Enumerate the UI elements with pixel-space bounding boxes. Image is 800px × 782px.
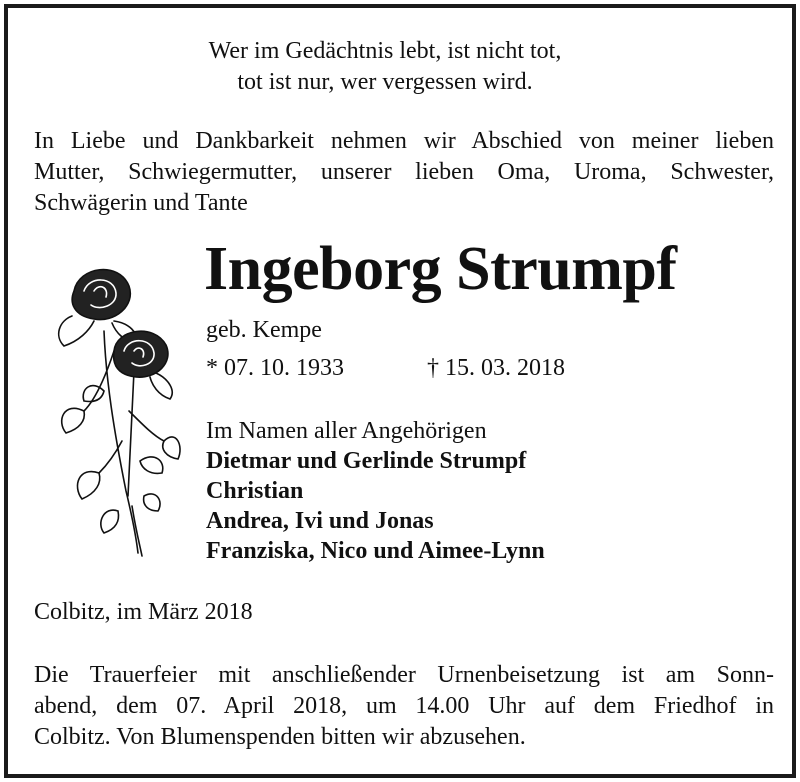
death-date: † 15. 03. 2018 (427, 355, 565, 381)
rose-lower (114, 331, 173, 399)
intro-line: Schwägerin und Tante (34, 190, 248, 216)
motto (8, 36, 792, 98)
mourners-list (206, 416, 545, 566)
motto-line: Wer im Gedächtnis lebt, ist nicht tot, (208, 38, 562, 64)
funeral-notice (34, 660, 774, 753)
motto-line: tot ist nur, wer vergessen wird. (237, 69, 533, 95)
mourner-name: Dietmar und Gerlinde Strumpf (206, 448, 527, 474)
roses-icon (44, 261, 184, 561)
funeral-line: abend, dem 07. April 2018, um 14.00 Uhr auf dem Friedhof in (34, 693, 774, 719)
deceased-name: Ingeborg Strumpf (204, 235, 677, 303)
maiden-name: geb. Kempe (206, 317, 322, 343)
mourner-name: Christian (206, 478, 304, 504)
intro-line: In Liebe und Dankbarkeit nehmen wir Abschied von meiner lieben (34, 128, 774, 154)
obituary-frame (4, 4, 796, 778)
intro-line: Mutter, Schwiegermutter, unserer lieben Oma, Uroma, Schwester, (34, 159, 774, 185)
funeral-line: Colbitz. Von Blumenspenden bitten wir abzusehen. (34, 724, 526, 750)
place-date: Colbitz, im März 2018 (34, 599, 253, 625)
mourner-name: Franziska, Nico und Aimee-Lynn (206, 538, 545, 564)
intro-text (34, 126, 774, 219)
mourners-heading: Im Namen aller Angehörigen (206, 418, 487, 444)
mourner-name: Andrea, Ivi und Jonas (206, 508, 434, 534)
funeral-line: Die Trauerfeier mit anschließender Urnenbeisetzung ist am Sonn- (34, 662, 774, 688)
birth-date: * 07. 10. 1933 (206, 355, 344, 381)
